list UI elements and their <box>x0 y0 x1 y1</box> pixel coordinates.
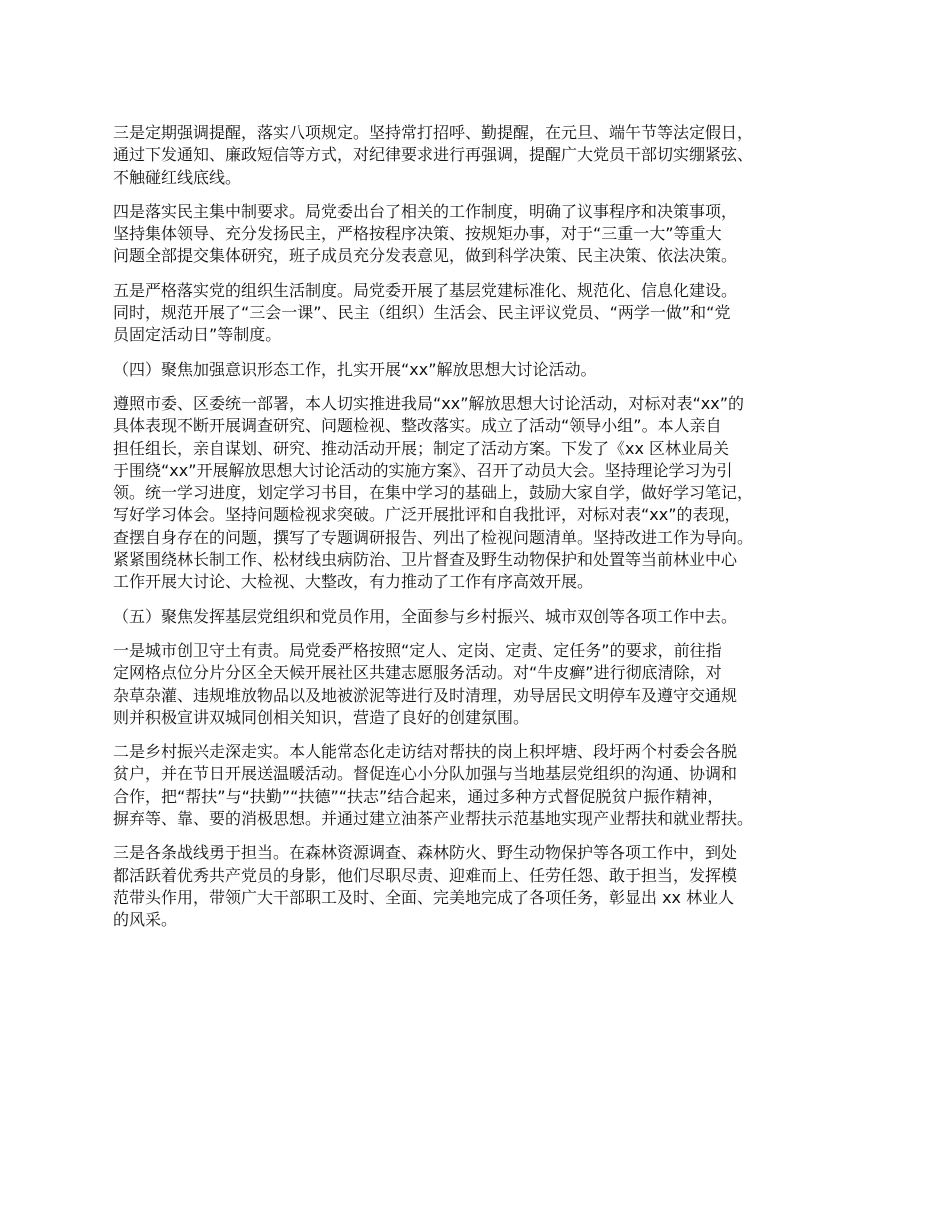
text-line: 坚持集体领导、充分发扬民主，严格按程序决策、按规矩办事，对于“三重一大”等重大 <box>113 224 722 244</box>
text-line: 员固定活动日”等制度。 <box>113 325 282 345</box>
text-line: 紧紧围绕林长制工作、松材线虫病防治、卫片督查及野生动物保护和处置等当前林业中心 <box>113 550 738 570</box>
text-line: 于围绕“xx”开展解放思想大讨论活动的实施方案》、召开了动员大会。坚持理论学习为引 <box>113 460 733 480</box>
text-line: 具体表现不断开展调查研究、问题检视、整改落实。成立了活动“领导小组”。本人亲自 <box>113 416 722 436</box>
paragraph <box>113 842 858 931</box>
paragraph <box>113 606 858 628</box>
text-line: （四）聚焦加强意识形态工作，扎实开展“xx”解放思想大讨论活动。 <box>113 359 597 379</box>
paragraph <box>113 201 858 268</box>
paragraph <box>113 122 858 189</box>
text-line: 四是落实民主集中制要求。局党委出台了相关的工作制度，明确了议事程序和决策事项， <box>113 201 738 221</box>
paragraph <box>113 741 858 830</box>
paragraph <box>113 640 858 729</box>
document-body <box>113 122 858 944</box>
text-line: 查摆自身存在的问题，撰写了专题调研报告、列出了检视问题清单。坚持改进工作为导向。 <box>113 527 754 547</box>
text-line: 一是城市创卫守土有责。局党委严格按照“定人、定岗、定责、定任务”的要求，前往指 <box>113 640 722 660</box>
text-line: 同时，规范开展了“三会一课”、民主（组织）生活会、民主评议党员、“两学一做”和“党 <box>113 303 731 323</box>
text-line: 定网格点位分片分区全天候开展社区共建志愿服务活动。对“牛皮癣”进行彻底清除，对 <box>113 663 722 683</box>
text-line: 三是各条战线勇于担当。在森林资源调查、森林防火、野生动物保护等各项工作中，到处 <box>113 843 738 863</box>
text-line: 担任组长，亲自谋划、研究、推动活动开展；制定了活动方案。下发了《xx 区林业局关 <box>113 438 730 458</box>
text-line: 则并积极宣讲双城同创相关知识，营造了良好的创建氛围。 <box>113 707 530 727</box>
text-line: 工作开展大讨论、大检视、大整改，有力推动了工作有序高效开展。 <box>113 572 594 592</box>
text-line: 都活跃着优秀共产党员的身影，他们尽职尽责、迎难而上、任劳任怨、敢于担当，发挥模 <box>113 865 738 885</box>
text-line: 三是定期强调提醒，落实八项规定。坚持常打招呼、勤提醒，在元旦、端午节等法定假日， <box>113 123 754 142</box>
paragraph <box>113 280 858 347</box>
text-line: 二是乡村振兴走深走实。本人能常态化走访结对帮扶的岗上积坪塘、段圩两个村委会各脱 <box>113 742 738 762</box>
text-line: 杂草杂灌、违规堆放物品以及地被淤泥等进行及时清理，劝导居民文明停车及遵守交通规 <box>113 685 738 705</box>
paragraph <box>113 359 858 381</box>
text-line: 五是严格落实党的组织生活制度。局党委开展了基层党建标准化、规范化、信息化建设。 <box>113 280 738 300</box>
text-line: 合作，把“帮扶”与“扶勤”“扶德”“扶志”结合起来，通过多种方式督促脱贫户振作精神， <box>113 786 724 806</box>
text-line: 贫户，并在节日开展送温暖活动。督促连心小分队加强与当地基层党组织的沟通、协调和 <box>113 764 738 784</box>
text-line: 范带头作用，带领广大干部职工及时、全面、完美地完成了各项任务，彰显出 xx 林业人 <box>113 887 735 907</box>
text-line: 通过下发通知、廉政短信等方式，对纪律要求进行再强调，提醒广大党员干部切实绷紧弦、 <box>113 145 754 165</box>
text-line: 摒弃等、靠、要的消极思想。并通过建立油茶产业帮扶示范基地实现产业帮扶和就业帮扶。 <box>113 809 754 829</box>
text-line: 不触碰红线底线。 <box>113 167 242 187</box>
text-line: （五）聚焦发挥基层党组织和党员作用，全面参与乡村振兴、城市双创等各项工作中去。 <box>113 606 738 626</box>
text-line: 领。统一学习进度，划定学习书目，在集中学习的基础上，鼓励大家自学，做好学习笔记， <box>113 483 754 503</box>
text-line: 写好学习体会。坚持问题检视求突破。广泛开展批评和自我批评，对标对表“xx”的表现， <box>113 505 741 525</box>
paragraph <box>113 393 858 594</box>
text-line: 的风采。 <box>113 910 178 930</box>
text-line: 遵照市委、区委统一部署，本人切实推进我局“xx”解放思想大讨论活动，对标对表“xx”的 <box>113 393 745 413</box>
text-line: 问题全部提交集体研究，班子成员充分发表意见，做到科学决策、民主决策、依法决策。 <box>113 246 738 266</box>
